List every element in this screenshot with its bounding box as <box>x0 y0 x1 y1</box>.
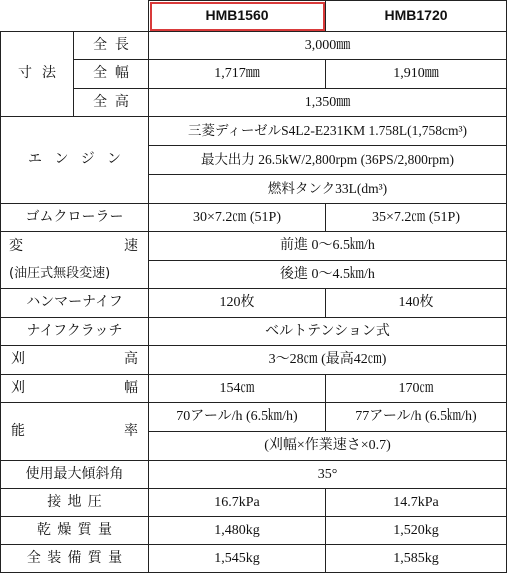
label-cut-width: 刈 幅 <box>1 375 149 403</box>
value-overall-height: 1,350㎜ <box>149 89 507 117</box>
label-ground-pressure: 接地圧 <box>1 489 149 517</box>
label-rubber-crawler: ゴムクローラー <box>1 204 149 232</box>
value-total-weight-hmb1560: 1,545kg <box>149 545 326 573</box>
value-cut-width-hmb1560: 154㎝ <box>149 375 326 403</box>
header-blank-cell <box>1 1 149 32</box>
value-crawler-hmb1720: 35×7.2㎝ (51P) <box>326 204 507 232</box>
value-cut-height: 3〜28㎝ (最高42㎝) <box>149 346 507 375</box>
value-dry-weight-hmb1560: 1,480kg <box>149 517 326 545</box>
value-total-weight-hmb1720: 1,585kg <box>326 545 507 573</box>
label-max-slope: 使用最大傾斜角 <box>1 461 149 489</box>
label-knife-clutch: ナイフクラッチ <box>1 318 149 346</box>
value-dry-weight-hmb1720: 1,520kg <box>326 517 507 545</box>
value-max-slope: 35° <box>149 461 507 489</box>
row-crawler <box>1 204 507 232</box>
value-efficiency-hmb1560: 70アール/h (6.5㎞/h) <box>149 403 326 432</box>
value-engine-model: 三菱ディーゼルS4L2-E231KM 1.758L(1,758cm³) <box>149 117 507 146</box>
value-overall-length: 3,000㎜ <box>149 32 507 60</box>
label-dry-weight: 乾燥質量 <box>1 517 149 545</box>
row-engine-model <box>1 117 507 146</box>
row-speed-forward <box>1 232 507 261</box>
value-pressure-hmb1560: 16.7kPa <box>149 489 326 517</box>
value-knives-hmb1560: 120枚 <box>149 289 326 318</box>
label-overall-length: 全長 <box>74 32 149 60</box>
value-cut-width-hmb1720: 170㎝ <box>326 375 507 403</box>
label-cut-height: 刈 高 <box>1 346 149 375</box>
label-overall-height: 全高 <box>74 89 149 117</box>
row-height <box>1 89 507 117</box>
value-speed-reverse: 後進 0〜4.5㎞/h <box>149 261 507 289</box>
value-knives-hmb1720: 140枚 <box>326 289 507 318</box>
value-efficiency-hmb1720: 77アール/h (6.5㎞/h) <box>326 403 507 432</box>
model-header-hmb1720[interactable]: HMB1720 <box>326 1 507 32</box>
row-cut-height <box>1 346 507 375</box>
label-overall-width: 全幅 <box>74 60 149 89</box>
header-row <box>1 1 507 32</box>
label-speed: 変 速 (油圧式無段変速) <box>1 232 149 289</box>
value-engine-output: 最大出力 26.5kW/2,800rpm (36PS/2,800rpm) <box>149 146 507 175</box>
value-pressure-hmb1720: 14.7kPa <box>326 489 507 517</box>
row-dry-weight <box>1 517 507 545</box>
row-width <box>1 60 507 89</box>
value-efficiency-note: (刈幅×作業速さ×0.7) <box>149 432 507 461</box>
value-speed-forward: 前進 0〜6.5㎞/h <box>149 232 507 261</box>
row-max-slope <box>1 461 507 489</box>
row-hammer-knife <box>1 289 507 318</box>
row-length <box>1 32 507 60</box>
value-width-hmb1560: 1,717㎜ <box>149 60 326 89</box>
label-engine: エンジン <box>1 117 149 204</box>
row-efficiency <box>1 403 507 432</box>
model-header-hmb1560[interactable]: HMB1560 <box>149 1 326 32</box>
label-total-weight: 全装備質量 <box>1 545 149 573</box>
row-total-weight <box>1 545 507 573</box>
row-cut-width <box>1 375 507 403</box>
value-knife-clutch: ベルトテンション式 <box>149 318 507 346</box>
value-crawler-hmb1560: 30×7.2㎝ (51P) <box>149 204 326 232</box>
value-fuel-tank: 燃料タンク33L(dm³) <box>149 175 507 204</box>
row-ground-pressure <box>1 489 507 517</box>
label-hammer-knife: ハンマーナイフ <box>1 289 149 318</box>
value-width-hmb1720: 1,910㎜ <box>326 60 507 89</box>
label-efficiency: 能 率 <box>1 403 149 461</box>
label-dimensions: 寸 法 <box>1 32 74 117</box>
row-knife-clutch <box>1 318 507 346</box>
